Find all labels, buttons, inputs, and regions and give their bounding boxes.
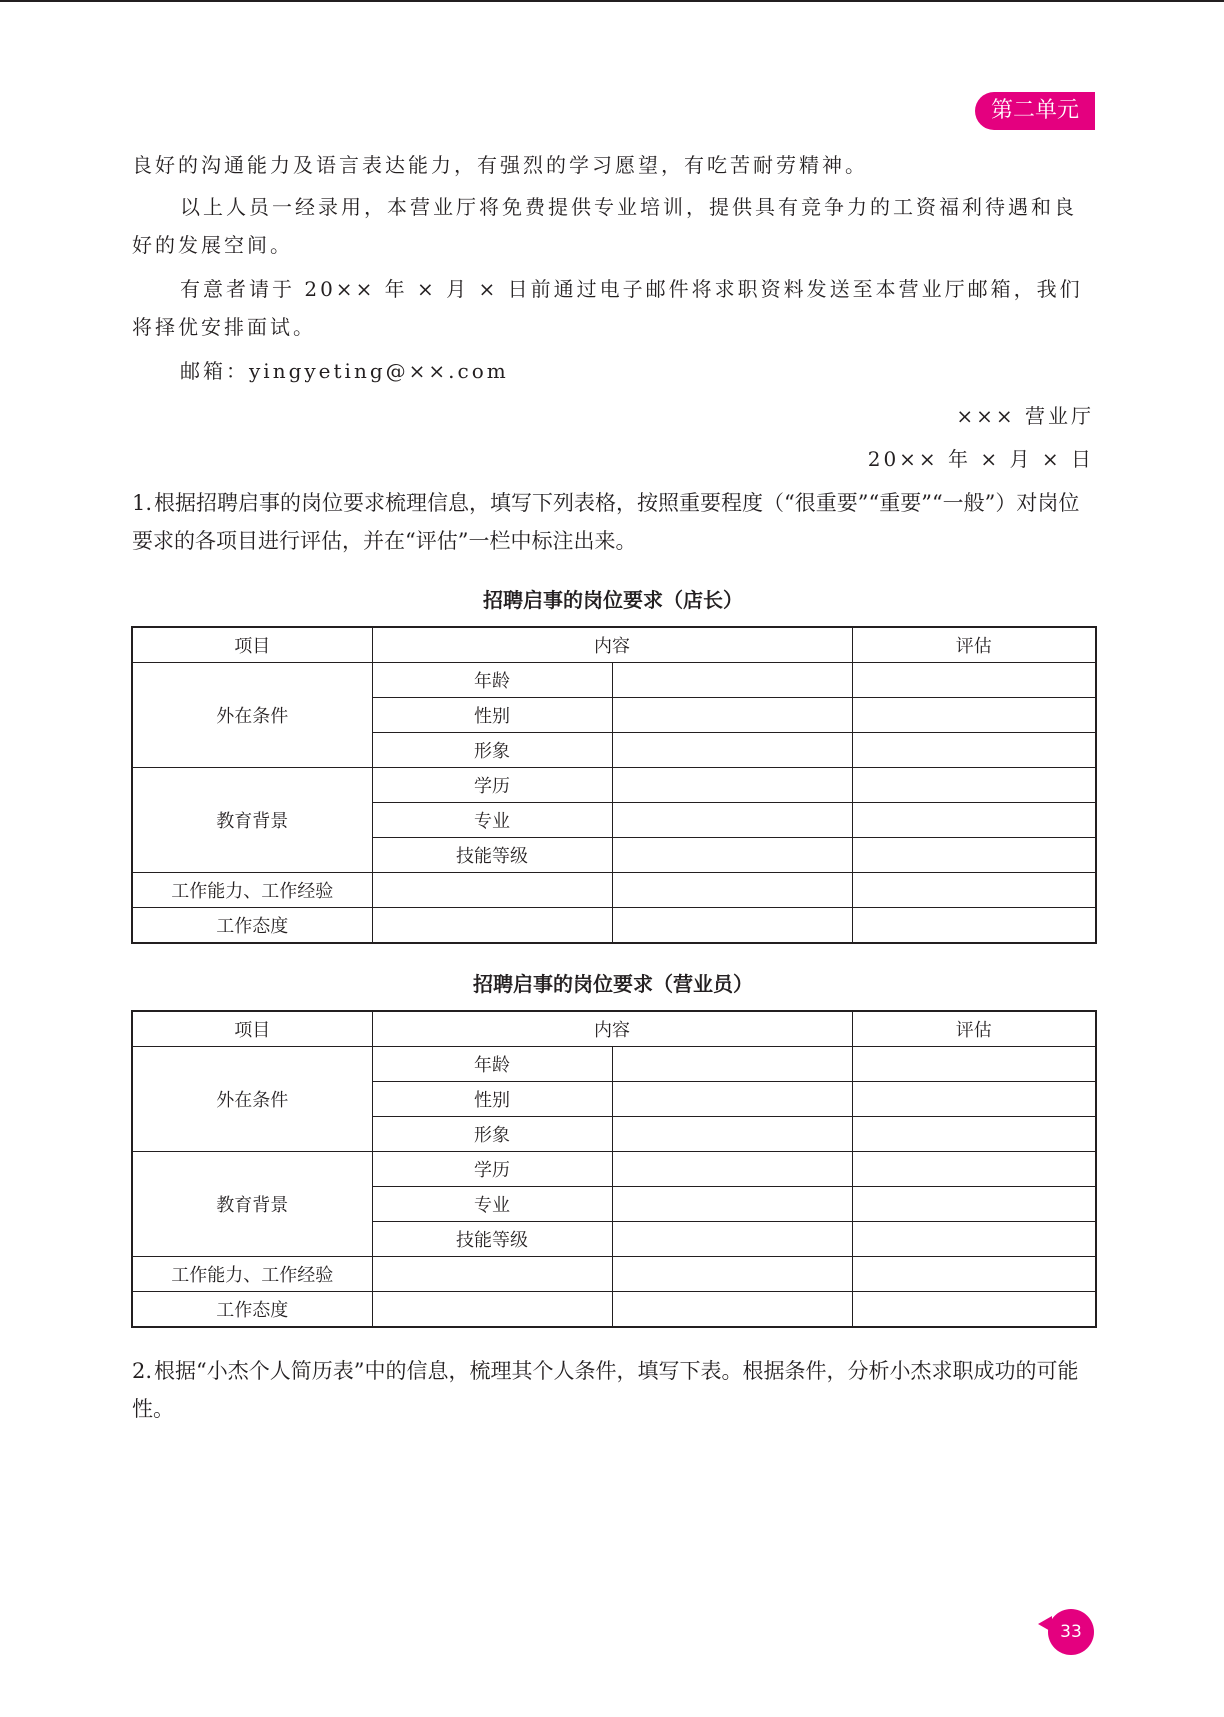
evaluation-cell[interactable]	[852, 908, 1096, 944]
table-row	[132, 768, 1096, 803]
evaluation-cell[interactable]	[852, 873, 1096, 908]
row-label: 专业	[372, 803, 612, 838]
evaluation-cell[interactable]	[852, 1257, 1096, 1292]
evaluation-cell[interactable]	[852, 663, 1096, 698]
content-cell[interactable]	[612, 768, 852, 803]
evaluation-cell[interactable]	[852, 803, 1096, 838]
table-row	[132, 1011, 1096, 1047]
paragraph-3: 有意者请于 20×× 年 × 月 × 日前通过电子邮件将求职资料发送至本营业厅邮箱，我们将择优安排面试。	[132, 277, 1083, 339]
content-cell[interactable]	[372, 873, 612, 908]
content-cell[interactable]	[372, 1257, 612, 1292]
content-cell[interactable]	[612, 1117, 852, 1152]
table-row	[132, 1152, 1096, 1187]
evaluation-cell[interactable]	[852, 1187, 1096, 1222]
content-cell[interactable]	[612, 1187, 852, 1222]
row-label: 工作能力、工作经验	[132, 1257, 372, 1292]
evaluation-cell[interactable]	[852, 698, 1096, 733]
paragraph-2: 以上人员一经录用，本营业厅将免费提供专业培训，提供具有竞争力的工资福利待遇和良好的发展空间。	[132, 195, 1077, 257]
header-item: 项目	[132, 1011, 372, 1047]
row-label: 年龄	[372, 663, 612, 698]
content-cell[interactable]	[612, 733, 852, 768]
content-cell[interactable]	[612, 1292, 852, 1328]
table-row	[132, 873, 1096, 908]
header-content: 内容	[372, 627, 852, 663]
table-2-caption: 招聘启事的岗位要求（营业员）	[473, 972, 753, 996]
row-label: 形象	[372, 1117, 612, 1152]
evaluation-cell[interactable]	[852, 733, 1096, 768]
table-row	[132, 1257, 1096, 1292]
question-1-number: 1.	[132, 491, 153, 515]
table-row	[132, 627, 1096, 663]
row-label: 工作态度	[132, 908, 372, 944]
header-item: 项目	[132, 627, 372, 663]
content-cell[interactable]	[612, 838, 852, 873]
page-number: 33	[1048, 1609, 1094, 1655]
question-2-number: 2.	[132, 1359, 153, 1383]
evaluation-cell[interactable]	[852, 1117, 1096, 1152]
unit-tab: 第二单元	[975, 92, 1095, 130]
table-row	[132, 663, 1096, 698]
evaluation-cell[interactable]	[852, 1292, 1096, 1328]
row-label: 年龄	[372, 1047, 612, 1082]
content-cell[interactable]	[612, 803, 852, 838]
table-row	[132, 908, 1096, 944]
content-cell[interactable]	[612, 1222, 852, 1257]
question-2-text: 根据“小杰个人简历表”中的信息，梳理其个人条件，填写下表。根据条件，分析小杰求职成功的可能性。	[132, 1359, 1079, 1421]
header-content: 内容	[372, 1011, 852, 1047]
row-label: 专业	[372, 1187, 612, 1222]
content-cell[interactable]	[612, 1257, 852, 1292]
group-education: 教育背景	[132, 768, 372, 873]
question-1-text: 根据招聘启事的岗位要求梳理信息，填写下列表格，按照重要程度（“很重要”“重要”“一般”）对岗位要求的各项目进行评估，并在“评估”一栏中标注出来。	[132, 491, 1080, 553]
evaluation-cell[interactable]	[852, 1222, 1096, 1257]
email-line: 邮箱：yingyeting@××.com	[180, 359, 509, 383]
row-label: 学历	[372, 1152, 612, 1187]
content-cell[interactable]	[612, 698, 852, 733]
date-line: 20×× 年 × 月 × 日	[867, 447, 1094, 471]
content-cell[interactable]	[612, 908, 852, 944]
row-label: 学历	[372, 768, 612, 803]
content-cell[interactable]	[612, 1152, 852, 1187]
question-2	[132, 1352, 1094, 1428]
table-1-caption: 招聘启事的岗位要求（店长）	[483, 588, 743, 612]
row-label: 性别	[372, 1082, 612, 1117]
group-external: 外在条件	[132, 663, 372, 768]
content-cell[interactable]	[612, 873, 852, 908]
header-evaluation: 评估	[852, 627, 1096, 663]
content-cell[interactable]	[612, 1082, 852, 1117]
paragraph-1: 良好的沟通能力及语言表达能力，有强烈的学习愿望，有吃苦耐劳精神。	[132, 153, 868, 177]
row-label: 技能等级	[372, 1222, 612, 1257]
row-label: 工作态度	[132, 1292, 372, 1328]
table-2	[131, 1010, 1097, 1328]
header-evaluation: 评估	[852, 1011, 1096, 1047]
evaluation-cell[interactable]	[852, 1047, 1096, 1082]
table-row	[132, 1292, 1096, 1328]
group-external: 外在条件	[132, 1047, 372, 1152]
table-row	[132, 1047, 1096, 1082]
evaluation-cell[interactable]	[852, 1082, 1096, 1117]
signature: ××× 营业厅	[956, 404, 1094, 428]
evaluation-cell[interactable]	[852, 1152, 1096, 1187]
question-1	[132, 484, 1094, 560]
row-label: 性别	[372, 698, 612, 733]
top-rule	[0, 0, 1224, 2]
evaluation-cell[interactable]	[852, 768, 1096, 803]
row-label: 工作能力、工作经验	[132, 873, 372, 908]
content-cell[interactable]	[612, 1047, 852, 1082]
table-1	[131, 626, 1097, 944]
group-education: 教育背景	[132, 1152, 372, 1257]
evaluation-cell[interactable]	[852, 838, 1096, 873]
row-label: 形象	[372, 733, 612, 768]
content-cell[interactable]	[372, 908, 612, 944]
content-cell[interactable]	[612, 663, 852, 698]
content-cell[interactable]	[372, 1292, 612, 1328]
row-label: 技能等级	[372, 838, 612, 873]
